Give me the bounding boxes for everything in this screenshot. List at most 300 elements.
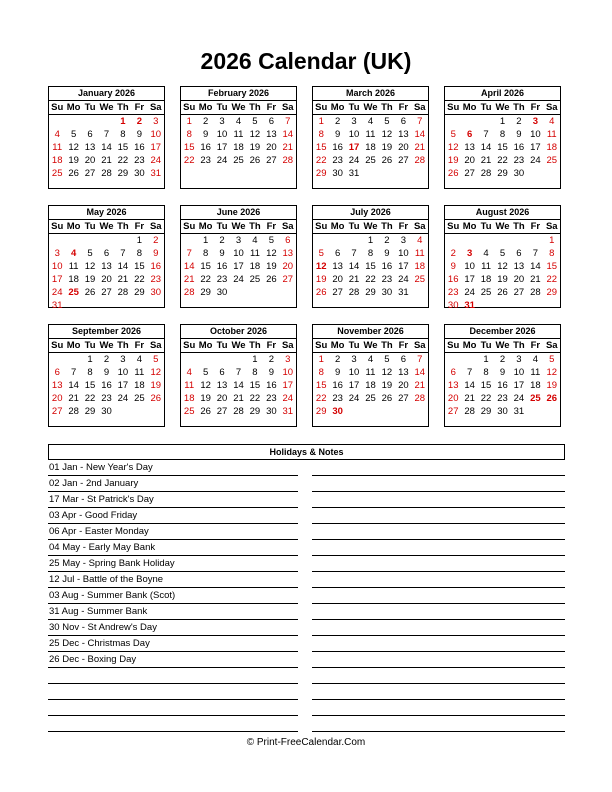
weekday-label: Sa: [413, 102, 426, 113]
weekday-label: Mo: [198, 221, 213, 232]
day-cell: 10: [464, 261, 475, 272]
day-cell: 31: [51, 300, 63, 311]
day-cell: 20: [101, 274, 112, 285]
empty-cell: [461, 234, 477, 247]
weekday-label: Mo: [66, 102, 81, 113]
day-cell: 17: [464, 274, 475, 285]
day-cell: 4: [70, 248, 77, 259]
notes-header: Holidays & Notes: [48, 444, 565, 460]
day-cell: 23: [381, 274, 393, 285]
weekday-label: Fr: [530, 102, 541, 113]
day-cell: 16: [332, 380, 343, 391]
day-cell: 28: [117, 287, 129, 298]
day-cell: 6: [400, 116, 406, 127]
day-cell: 29: [315, 168, 327, 179]
weekday-label: Mo: [330, 340, 345, 351]
day-cell: 24: [51, 287, 63, 298]
month-12: [444, 324, 561, 427]
month-4: [444, 86, 561, 189]
day-cell: 28: [480, 168, 492, 179]
day-cell: 26: [546, 393, 558, 404]
day-cell: 2: [219, 235, 225, 246]
day-cell: 19: [497, 274, 508, 285]
empty-cell: [82, 234, 98, 247]
day-cell: 23: [513, 155, 525, 166]
day-cell: 18: [68, 274, 79, 285]
day-cell: 2: [384, 235, 390, 246]
day-cell: 26: [447, 168, 459, 179]
day-cell: 2: [499, 354, 506, 365]
weekday-label: Fr: [530, 221, 541, 232]
empty-cell: [445, 234, 461, 247]
day-cell: 15: [315, 380, 327, 391]
month-1: [48, 86, 165, 189]
day-cell: 20: [464, 155, 475, 166]
day-cell: 5: [384, 354, 390, 365]
weekday-label: Fr: [398, 102, 409, 113]
day-cell: 13: [84, 142, 96, 153]
day-cell: 8: [367, 248, 374, 259]
day-cell: 7: [235, 367, 242, 378]
note-line: [312, 588, 565, 604]
day-cell: 21: [68, 393, 79, 404]
empty-cell: [527, 234, 543, 247]
weekday-label: Mo: [198, 340, 213, 351]
weekday-label: We: [231, 221, 246, 232]
day-cell: 29: [117, 168, 129, 179]
empty-cell: [445, 115, 461, 128]
footer-credit: © Print-FreeCalendar.Com: [246, 737, 366, 748]
days-grid: [49, 115, 164, 180]
day-cell: 19: [315, 274, 327, 285]
note-line: [312, 652, 565, 668]
day-cell: 19: [266, 261, 277, 272]
weekday-label: We: [495, 340, 510, 351]
day-cell: 9: [219, 248, 225, 259]
day-cell: 13: [332, 261, 343, 272]
day-cell: 3: [351, 354, 357, 365]
weekday-label: Su: [183, 102, 196, 113]
day-cell: 5: [318, 248, 324, 259]
day-cell: 5: [252, 116, 258, 127]
weekday-label: Sa: [545, 221, 558, 232]
day-cell: 4: [417, 235, 423, 246]
day-cell: 20: [332, 274, 343, 285]
day-cell: 27: [464, 168, 475, 179]
weekday-label: Su: [315, 340, 328, 351]
note-line: [312, 460, 565, 476]
empty-cell: [181, 234, 197, 247]
day-cell: 19: [381, 380, 393, 391]
day-cell: 24: [348, 155, 360, 166]
month-6: [180, 205, 297, 308]
day-cell: 2: [268, 354, 274, 365]
day-cell: 2: [334, 354, 341, 365]
weekday-label: We: [363, 340, 378, 351]
day-cell: 28: [282, 155, 294, 166]
weekday-label: Fr: [398, 340, 409, 351]
days-grid: [49, 234, 164, 312]
day-cell: 23: [216, 274, 228, 285]
day-cell: 19: [84, 274, 96, 285]
day-cell: 4: [136, 354, 142, 365]
day-cell: 8: [499, 129, 506, 140]
empty-cell: [65, 115, 81, 128]
day-cell: 10: [348, 367, 360, 378]
day-cell: 4: [367, 354, 374, 365]
day-cell: 12: [497, 261, 508, 272]
day-cell: 20: [513, 274, 525, 285]
weekday-label: Sa: [281, 221, 294, 232]
empty-cell: [98, 234, 114, 247]
day-cell: 24: [464, 287, 475, 298]
day-cell: 14: [233, 380, 244, 391]
day-cell: 15: [134, 261, 145, 272]
day-cell: 19: [68, 155, 79, 166]
day-cell: 29: [546, 287, 558, 298]
days-grid: [445, 234, 560, 312]
days-grid: [445, 353, 560, 418]
day-cell: 15: [84, 380, 96, 391]
empty-cell: [98, 115, 114, 128]
day-cell: 9: [136, 129, 142, 140]
weekday-label: Th: [381, 102, 393, 113]
day-cell: 5: [87, 248, 93, 259]
weekday-label: Su: [447, 340, 460, 351]
weekday-label: Mo: [330, 221, 345, 232]
day-cell: 31: [282, 406, 294, 417]
day-cell: 27: [282, 274, 294, 285]
holidays-notes-section: [48, 444, 565, 736]
day-cell: 13: [447, 380, 459, 391]
day-cell: 14: [414, 129, 426, 140]
day-cell: 25: [183, 406, 195, 417]
day-cell: 9: [334, 367, 341, 378]
month-10: [180, 324, 297, 427]
day-cell: 11: [365, 367, 376, 378]
day-cell: 16: [134, 142, 145, 153]
days-grid: [313, 234, 428, 299]
day-cell: 16: [266, 380, 277, 391]
day-cell: 28: [68, 406, 79, 417]
day-cell: 11: [530, 367, 541, 378]
day-cell: 28: [414, 155, 426, 166]
day-cell: 23: [134, 155, 145, 166]
day-cell: 16: [447, 274, 459, 285]
note-line: [312, 604, 565, 620]
day-cell: 11: [414, 248, 425, 259]
day-cell: 1: [483, 354, 489, 365]
day-cell: 18: [530, 380, 541, 391]
day-cell: 4: [252, 235, 258, 246]
day-cell: 27: [513, 287, 525, 298]
day-cell: 12: [315, 261, 327, 272]
weekday-label: Tu: [84, 340, 96, 351]
day-cell: 22: [84, 393, 96, 404]
weekday-label: Mo: [462, 340, 477, 351]
empty-cell: [329, 234, 345, 247]
day-cell: 9: [268, 367, 274, 378]
day-cell: 14: [183, 261, 195, 272]
day-cell: 1: [87, 354, 93, 365]
day-cell: 8: [483, 367, 489, 378]
day-cell: 15: [249, 380, 261, 391]
holiday-entry: 01 Jan - New Year's Day: [48, 460, 298, 476]
note-line: [312, 636, 565, 652]
day-cell: 15: [365, 261, 376, 272]
day-cell: 29: [497, 168, 508, 179]
day-cell: 19: [200, 393, 211, 404]
day-cell: 16: [513, 142, 525, 153]
weekday-header: [313, 101, 428, 115]
day-cell: 30: [332, 168, 343, 179]
day-cell: 5: [384, 116, 390, 127]
day-cell: 7: [186, 248, 192, 259]
day-cell: 26: [249, 155, 261, 166]
day-cell: 16: [101, 380, 112, 391]
day-cell: 1: [136, 235, 142, 246]
weekday-label: Sa: [413, 340, 426, 351]
day-cell: 6: [285, 235, 291, 246]
day-cell: 25: [530, 393, 541, 404]
weekday-label: Th: [249, 340, 261, 351]
day-cell: 18: [51, 155, 63, 166]
weekday-label: Tu: [216, 340, 228, 351]
month-name: June 2026: [181, 206, 296, 220]
day-cell: 4: [367, 116, 374, 127]
weekday-label: We: [495, 102, 510, 113]
day-cell: 22: [315, 393, 327, 404]
day-cell: 15: [497, 142, 508, 153]
weekday-label: Th: [381, 221, 393, 232]
day-cell: 24: [282, 393, 294, 404]
day-cell: 24: [398, 274, 409, 285]
day-cell: 29: [84, 406, 96, 417]
day-cell: 12: [84, 261, 96, 272]
day-cell: 17: [150, 142, 162, 153]
day-cell: 30: [216, 287, 228, 298]
note-line: [312, 476, 565, 492]
weekday-header: [445, 339, 560, 353]
day-cell: 6: [466, 129, 473, 140]
day-cell: 5: [153, 354, 159, 365]
month-8: [444, 205, 561, 311]
empty-cell: [461, 115, 477, 128]
month-name: August 2026: [445, 206, 560, 220]
day-cell: 9: [499, 367, 506, 378]
day-cell: 8: [318, 129, 324, 140]
month-name: April 2026: [445, 87, 560, 101]
day-cell: 23: [497, 393, 508, 404]
weekday-label: Tu: [348, 102, 360, 113]
weekday-label: Sa: [149, 340, 162, 351]
day-cell: 30: [134, 168, 145, 179]
month-name: May 2026: [49, 206, 164, 220]
day-cell: 17: [51, 274, 63, 285]
day-cell: 8: [87, 367, 93, 378]
weekday-label: Mo: [330, 102, 345, 113]
day-cell: 29: [249, 406, 261, 417]
day-cell: 23: [332, 155, 343, 166]
day-cell: 2: [202, 116, 209, 127]
day-cell: 17: [348, 142, 360, 153]
day-cell: 28: [414, 393, 426, 404]
weekday-header: [445, 101, 560, 115]
day-cell: 6: [87, 129, 93, 140]
holiday-entry: 03 Apr - Good Friday: [48, 508, 298, 524]
note-line: [48, 700, 298, 716]
day-cell: 2: [103, 354, 110, 365]
weekday-label: Sa: [545, 102, 558, 113]
day-cell: 10: [150, 129, 162, 140]
weekday-header: [49, 220, 164, 234]
day-cell: 5: [450, 129, 456, 140]
day-cell: 28: [101, 168, 112, 179]
weekday-label: Tu: [84, 221, 96, 232]
weekday-label: Fr: [134, 221, 145, 232]
day-cell: 20: [51, 393, 63, 404]
day-cell: 12: [68, 142, 79, 153]
day-cell: 31: [150, 168, 162, 179]
day-cell: 20: [282, 261, 294, 272]
day-cell: 11: [546, 129, 557, 140]
day-cell: 4: [549, 116, 555, 127]
month-name: October 2026: [181, 325, 296, 339]
weekday-label: Fr: [398, 221, 409, 232]
day-cell: 11: [365, 129, 376, 140]
weekday-label: We: [363, 221, 378, 232]
day-cell: 6: [400, 354, 406, 365]
holiday-entry: 31 Aug - Summer Bank: [48, 604, 298, 620]
day-cell: 18: [480, 274, 492, 285]
day-cell: 17: [530, 142, 541, 153]
day-cell: 6: [103, 248, 110, 259]
weekday-header: [181, 220, 296, 234]
holiday-entry: 06 Apr - Easter Monday: [48, 524, 298, 540]
day-cell: 18: [414, 261, 426, 272]
day-cell: 7: [532, 248, 538, 259]
day-cell: 14: [530, 261, 541, 272]
day-cell: 20: [84, 155, 96, 166]
day-cell: 18: [365, 380, 376, 391]
note-line: [312, 668, 565, 684]
day-cell: 8: [202, 248, 209, 259]
day-cell: 7: [103, 129, 110, 140]
day-cell: 14: [282, 129, 294, 140]
day-cell: 29: [315, 406, 327, 417]
weekday-label: We: [363, 102, 378, 113]
day-cell: 27: [84, 168, 96, 179]
day-cell: 11: [184, 380, 195, 391]
note-line: [312, 556, 565, 572]
day-cell: 18: [233, 142, 244, 153]
day-cell: 7: [417, 116, 423, 127]
day-cell: 13: [101, 261, 112, 272]
day-cell: 30: [101, 406, 112, 417]
empty-cell: [65, 353, 81, 366]
day-cell: 27: [332, 287, 343, 298]
day-cell: 3: [153, 116, 159, 127]
day-cell: 4: [532, 354, 538, 365]
day-cell: 3: [219, 116, 225, 127]
day-cell: 21: [233, 393, 244, 404]
day-cell: 18: [365, 142, 376, 153]
day-cell: 11: [68, 261, 79, 272]
day-cell: 22: [183, 155, 195, 166]
day-cell: 12: [266, 248, 277, 259]
note-line: [312, 684, 565, 700]
weekday-label: Sa: [281, 340, 294, 351]
day-cell: 2: [153, 235, 159, 246]
weekday-header: [49, 339, 164, 353]
days-grid: [313, 353, 428, 418]
note-line: [312, 572, 565, 588]
weekday-label: Tu: [216, 102, 228, 113]
month-name: February 2026: [181, 87, 296, 101]
day-cell: 9: [450, 261, 456, 272]
note-line: [312, 524, 565, 540]
page-title: 2026 Calendar (UK): [200, 48, 412, 74]
day-cell: 30: [447, 300, 459, 311]
weekday-label: Tu: [216, 221, 228, 232]
day-cell: 10: [117, 367, 129, 378]
weekday-label: Tu: [480, 102, 492, 113]
weekday-label: Th: [513, 221, 525, 232]
day-cell: 7: [483, 129, 489, 140]
empty-cell: [511, 234, 527, 247]
weekday-label: Sa: [281, 102, 294, 113]
day-cell: 16: [381, 261, 393, 272]
month-11: [312, 324, 429, 427]
day-cell: 28: [464, 406, 475, 417]
weekday-label: Fr: [266, 340, 277, 351]
day-cell: 17: [348, 380, 360, 391]
weekday-label: Th: [117, 102, 129, 113]
weekday-label: We: [231, 340, 246, 351]
day-cell: 12: [546, 367, 558, 378]
days-grid: [313, 115, 428, 180]
day-cell: 30: [513, 168, 525, 179]
empty-cell: [478, 234, 494, 247]
day-cell: 10: [282, 367, 294, 378]
weekday-label: We: [99, 221, 114, 232]
day-cell: 18: [134, 380, 145, 391]
day-cell: 22: [134, 274, 145, 285]
day-cell: 5: [499, 248, 506, 259]
note-line: [312, 508, 565, 524]
day-cell: 5: [70, 129, 77, 140]
day-cell: 14: [414, 367, 426, 378]
empty-cell: [445, 353, 461, 366]
day-cell: 17: [216, 142, 228, 153]
day-cell: 11: [52, 142, 63, 153]
day-cell: 28: [530, 287, 541, 298]
day-cell: 22: [117, 155, 129, 166]
day-cell: 13: [282, 248, 294, 259]
day-cell: 12: [381, 129, 393, 140]
note-line: [48, 684, 298, 700]
day-cell: 23: [200, 155, 211, 166]
month-5: [48, 205, 165, 311]
day-cell: 12: [249, 129, 261, 140]
day-cell: 23: [150, 274, 162, 285]
day-cell: 19: [447, 155, 459, 166]
day-cell: 30: [266, 406, 277, 417]
empty-cell: [197, 353, 213, 366]
empty-cell: [115, 234, 131, 247]
day-cell: 10: [216, 129, 228, 140]
day-cell: 20: [216, 393, 228, 404]
